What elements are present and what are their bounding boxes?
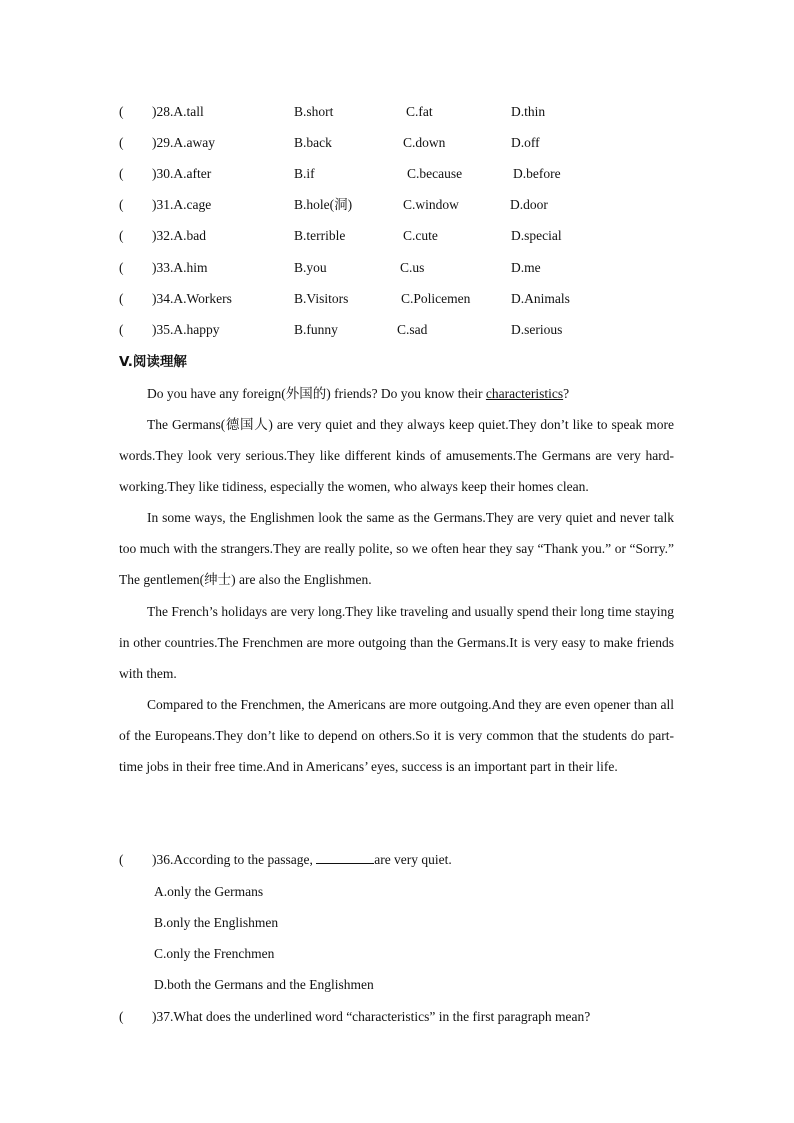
answer-paren: ( [119, 322, 124, 337]
option-b: B.hole(洞) [294, 197, 353, 212]
cloze-item-31 [0, 195, 794, 215]
option-b: B.funny [294, 322, 338, 337]
option-d: D.door [510, 197, 548, 212]
option-a: )33.A.him [152, 260, 208, 275]
option-b: B.terrible [294, 228, 346, 243]
cloze-item-29 [0, 133, 794, 153]
paragraph-text: Do you have any foreign(外国的) friends? Do you know their [147, 386, 486, 401]
option-d: D.me [511, 260, 541, 275]
paragraph-text: ? [563, 386, 570, 401]
cloze-item-30 [0, 164, 794, 184]
section-heading: V.阅读理解 [119, 354, 187, 370]
underlined-word: characteristics [485, 386, 564, 401]
answer-paren: ( [119, 852, 124, 867]
answer-paren: ( [119, 104, 124, 119]
option-d: D.off [511, 135, 540, 150]
option-b: B.short [294, 104, 334, 119]
passage-paragraph-5: Compared to the Frenchmen, the Americans are more outgoing.And they are even opener than all of the Europeans.They don’t like to depend on others.So it is very common that the students do part-time jobs in their free time.And in Americans’ eyes, success is an important part in their life. [119, 697, 674, 775]
passage-paragraph-1 [119, 378, 674, 409]
option-c: C.us [400, 260, 425, 275]
answer-paren: ( [119, 166, 124, 181]
answer-paren: ( [119, 1009, 124, 1024]
question-37 [119, 1007, 590, 1027]
option-a: )30.A.after [152, 166, 212, 181]
answer-paren: ( [119, 135, 124, 150]
option-a: )29.A.away [152, 135, 215, 150]
passage-paragraph-2: The Germans(德国人) are very quiet and they always keep quiet.They don’t like to speak more words.They look very serious.They like different kinds of amusements.The Germans are very hard-working.They like tidiness, especially the women, who always keep their homes clean. [119, 417, 674, 495]
cloze-item-32 [0, 226, 794, 246]
option-a: )32.A.bad [152, 228, 206, 243]
answer-paren: ( [119, 291, 124, 306]
option-a: )35.A.happy [152, 322, 220, 337]
option-d: D.special [511, 228, 562, 243]
option-d: D.Animals [511, 291, 570, 306]
passage-paragraph-3: In some ways, the Englishmen look the same as the Germans.They are very quiet and never talk too much with the strangers.They are really polite, so we often hear they say “Thank you.” or “Sorry.” The gentlemen(绅士) are also the Englishmen. [119, 510, 674, 588]
option-c: C.cute [403, 228, 438, 243]
option-d: D.serious [511, 322, 563, 337]
option-c: C.Policemen [401, 291, 471, 306]
answer-blank [316, 851, 374, 864]
option-c: C.window [403, 197, 459, 212]
question-stem: )36.According to the passage, [152, 852, 317, 867]
option-b: B.if [294, 166, 315, 181]
option-c: C.fat [406, 104, 433, 119]
option-c: C.down [403, 135, 446, 150]
answer-paren: ( [119, 228, 124, 243]
cloze-item-33 [0, 258, 794, 278]
question-stem: )37.What does the underlined word “characteristics” in the first paragraph mean? [152, 1009, 591, 1024]
option-d: D.thin [511, 104, 546, 119]
option-a: )28.A.tall [152, 104, 204, 119]
q36-option-c: C.only the Frenchmen [154, 946, 275, 961]
option-b: B.you [294, 260, 327, 275]
option-a: )31.A.cage [152, 197, 212, 212]
answer-paren: ( [119, 197, 124, 212]
q36-option-b: B.only the Englishmen [154, 915, 279, 930]
q36-option-a: A.only the Germans [154, 884, 264, 899]
option-c: C.sad [397, 322, 428, 337]
passage-paragraph-4: The French’s holidays are very long.They like traveling and usually spend their long time staying in other countries.The Frenchmen are more outgoing than the Germans.It is very easy to make friends with them. [119, 604, 674, 682]
q36-option-d: D.both the Germans and the Englishmen [154, 977, 374, 992]
option-d: D.before [513, 166, 561, 181]
option-a: )34.A.Workers [152, 291, 232, 306]
question-stem-end: are very quiet. [374, 852, 452, 867]
cloze-item-28 [0, 102, 794, 122]
answer-paren: ( [119, 260, 124, 275]
option-b: B.back [294, 135, 332, 150]
option-c: C.because [407, 166, 463, 181]
cloze-item-34 [0, 289, 794, 309]
option-b: B.Visitors [294, 291, 349, 306]
cloze-item-35 [0, 320, 794, 340]
question-36 [119, 850, 452, 870]
